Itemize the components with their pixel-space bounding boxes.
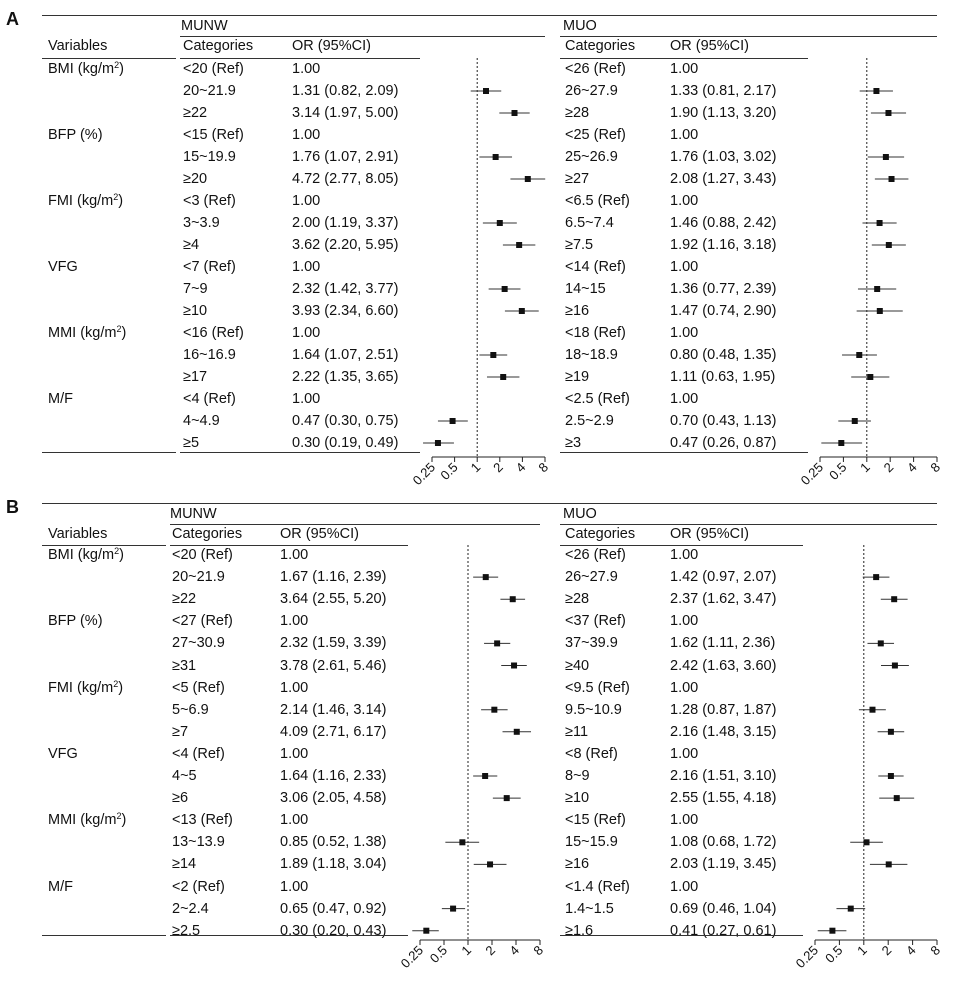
or-point [888,773,894,779]
x-tick-label: 0.5 [426,942,451,966]
or-point [867,374,873,380]
x-tick-label: 0.5 [822,942,846,966]
variable-label [48,192,123,210]
category-label: <15 (Ref) [183,127,244,143]
or-value: 1.00 [670,391,699,407]
or-value: 1.00 [280,878,309,895]
variable-name: BFP (%) [48,127,103,143]
category-label: ≥3 [565,435,582,451]
category-label: <2.5 (Ref) [565,391,630,407]
category-label: <14 (Ref) [565,259,626,275]
or-value: 1.36 (0.77, 2.39) [670,281,777,297]
or-point [877,308,883,314]
x-tick-label: 4 [903,459,920,476]
category-label: ≥31 [172,657,197,674]
variable-suffix: ) [119,547,124,563]
or-value: 0.30 (0.19, 0.49) [292,435,399,451]
category-label: ≥4 [183,237,200,253]
variable-label [48,390,73,408]
x-tick-label: 8 [927,459,944,476]
variable-suffix: ) [121,325,127,341]
group-header-rule [560,58,808,59]
category-label: 13~13.9 [172,834,225,851]
or-point [483,88,489,94]
category-label: 2.5~2.9 [565,413,614,429]
or-value: 1.31 (0.82, 2.09) [292,83,399,99]
variable-superscript: 2 [114,60,120,70]
or-point [500,374,506,380]
or-value: 0.47 (0.26, 0.87) [670,435,777,451]
or-value: 1.00 [670,613,699,630]
or-value: 1.00 [670,812,699,829]
variable-label [48,612,103,630]
x-tick-label: 0.5 [826,459,850,483]
category-label: ≥22 [172,591,197,608]
x-tick-label: 0.25 [397,942,427,972]
category-label: 14~15 [565,281,606,297]
or-value: 1.92 (1.16, 3.18) [670,237,777,253]
forest-plot-muo [790,56,957,497]
or-point [502,286,508,292]
col-header-categories: Categories [565,38,636,54]
or-value: 0.80 (0.48, 1.35) [670,347,777,363]
or-point [889,176,895,182]
variable-label [48,60,124,78]
x-tick-label: 2 [482,942,499,959]
variable-superscript: 2 [114,546,120,556]
category-label: 15~19.9 [183,149,236,165]
or-point [892,663,898,669]
category-label: <26 (Ref) [565,61,626,77]
or-value: 1.76 (1.03, 3.02) [670,149,777,165]
or-point [873,574,879,580]
or-point [490,352,496,358]
col-header-or: OR (95%CI) [670,38,749,54]
or-value: 2.22 (1.35, 3.65) [292,369,399,385]
or-value: 1.00 [670,679,699,696]
header-rule [42,58,176,59]
variable-label [48,811,126,829]
group-name: MUNW [181,18,228,34]
or-point [856,352,862,358]
or-point [516,242,522,248]
category-label: 20~21.9 [183,83,236,99]
col-header-or: OR (95%CI) [670,526,749,542]
group-bottom-rule [180,452,420,453]
variable-label [48,126,103,144]
col-header-variables: Variables [48,38,108,54]
group-top-rule [560,524,937,525]
x-tick-label: 4 [512,459,529,476]
or-point [891,596,897,602]
or-value: 1.42 (0.97, 2.07) [670,569,777,586]
variable-label [48,258,78,276]
category-label: <37 (Ref) [565,613,626,630]
or-value: 1.90 (1.13, 3.20) [670,105,777,121]
or-point [852,418,858,424]
category-label: <27 (Ref) [172,613,233,630]
or-value: 1.00 [670,878,699,895]
or-value: 4.09 (2.71, 6.17) [280,723,387,740]
or-value: 0.30 (0.20, 0.43) [280,922,387,939]
category-label: 26~27.9 [565,569,618,586]
or-value: 1.00 [670,745,699,762]
or-point [514,729,520,735]
col-header-or: OR (95%CI) [280,526,359,542]
category-label: ≥7.5 [565,237,594,253]
x-tick-label: 1 [857,459,873,476]
category-label: ≥7 [172,723,189,740]
or-value: 1.00 [670,325,699,341]
x-tick-label: 0.25 [792,942,822,972]
x-tick-label: 2 [878,942,895,959]
variable-name: M/F [48,878,73,895]
or-value: 0.65 (0.47, 0.92) [280,900,387,917]
or-value: 1.00 [292,259,321,275]
variable-suffix: ) [119,61,124,77]
variable-label [48,324,126,342]
group-header-rule [180,58,420,59]
col-header-categories: Categories [565,526,636,542]
or-point [483,574,489,580]
or-value: 1.00 [280,547,309,563]
x-tick-label: 0.25 [797,459,827,489]
category-label: <20 (Ref) [183,61,244,77]
or-value: 2.42 (1.63, 3.60) [670,657,777,674]
or-value: 1.11 (0.63, 1.95) [670,369,776,385]
or-point [848,906,854,912]
bottom-rule [42,935,166,936]
category-label: 5~6.9 [172,701,209,718]
or-point [482,773,488,779]
x-tick-label: 8 [530,942,547,959]
category-label: ≥5 [183,435,200,451]
or-value: 4.72 (2.77, 8.05) [292,171,399,187]
variable-label [48,679,123,697]
category-label: <4 (Ref) [183,391,236,407]
category-label: ≥14 [172,856,197,873]
variable-superscript: 2 [116,324,122,334]
or-value: 1.00 [292,61,321,77]
or-point [525,176,531,182]
or-value: 2.08 (1.27, 3.43) [670,171,777,187]
or-point [877,220,883,226]
or-value: 3.14 (1.97, 5.00) [292,105,399,121]
bottom-rule [42,452,176,453]
category-label: ≥17 [183,369,208,385]
or-value: 0.69 (0.46, 1.04) [670,900,777,917]
or-value: 2.32 (1.42, 3.77) [292,281,399,297]
variable-superscript: 2 [116,811,122,822]
category-label: ≥20 [183,171,208,187]
or-value: 3.64 (2.55, 5.20) [280,591,387,608]
or-value: 2.14 (1.46, 3.14) [280,701,387,718]
or-point [886,242,892,248]
x-tick-label: 1 [467,459,484,476]
variable-name: FMI (kg/m [48,679,114,696]
category-label: 25~26.9 [565,149,618,165]
category-label: <20 (Ref) [172,547,233,563]
category-label: ≥2.5 [172,922,201,939]
or-point [487,861,493,867]
or-value: 1.00 [670,61,699,77]
or-point [838,440,844,446]
top-rule [42,503,937,504]
category-label: 26~27.9 [565,83,618,99]
or-value: 1.00 [670,547,699,563]
or-point [885,110,891,116]
category-label: 37~39.9 [565,635,618,652]
or-value: 2.03 (1.19, 3.45) [670,856,777,873]
x-tick-label: 4 [506,942,523,959]
category-label: 20~21.9 [172,569,225,586]
category-label: ≥11 [565,723,589,740]
or-value: 1.00 [280,812,309,829]
category-label: 6.5~7.4 [565,215,614,231]
variable-suffix: ) [118,193,124,209]
or-point [512,110,518,116]
or-value: 3.06 (2.05, 4.58) [280,790,387,807]
variable-suffix: ) [121,812,127,829]
or-value: 1.64 (1.16, 2.33) [280,768,387,784]
group-top-rule [170,524,540,525]
or-value: 1.33 (0.81, 2.17) [670,83,777,99]
category-label: 3~3.9 [183,215,220,231]
category-label: <15 (Ref) [565,812,626,829]
or-value: 1.00 [670,127,699,143]
category-label: <6.5 (Ref) [565,193,630,209]
or-point [886,861,892,867]
category-label: 4~5 [172,768,197,784]
category-label: 9.5~10.9 [565,701,622,718]
col-header-variables: Variables [48,526,108,542]
or-point [511,663,517,669]
or-point [519,308,525,314]
category-label: <3 (Ref) [183,193,236,209]
or-point [878,640,884,646]
or-value: 1.64 (1.07, 2.51) [292,347,399,363]
or-value: 3.62 (2.20, 5.95) [292,237,399,253]
or-point [459,839,465,845]
variable-name: VFG [48,745,78,762]
or-point [874,286,880,292]
variable-label [48,878,73,896]
forest-plot-muo [785,543,957,980]
variable-superscript: 2 [113,192,119,202]
or-point [829,928,835,934]
x-tick-label: 4 [902,942,919,959]
or-value: 1.00 [670,259,699,275]
category-label: 27~30.9 [172,635,225,652]
category-label: ≥28 [565,105,590,121]
or-value: 3.93 (2.34, 6.60) [292,303,399,319]
panel-label: B [6,497,19,517]
or-value: 1.00 [292,325,321,341]
variable-label [48,745,78,763]
or-value: 0.70 (0.43, 1.13) [670,413,777,429]
or-value: 2.00 (1.19, 3.37) [292,215,399,231]
or-point [450,906,456,912]
category-label: <7 (Ref) [183,259,236,275]
variable-label [48,546,124,564]
category-label: ≥10 [183,303,208,319]
category-label: <1.4 (Ref) [565,878,630,895]
or-value: 1.67 (1.16, 2.39) [280,569,387,586]
variable-name: MMI (kg/m [48,325,117,341]
or-value: 1.89 (1.18, 3.04) [280,856,387,873]
or-value: 0.41 (0.27, 0.61) [670,922,777,939]
or-point [873,88,879,94]
category-label: <5 (Ref) [172,679,225,696]
or-value: 1.00 [292,391,321,407]
or-value: 1.00 [292,127,321,143]
x-tick-label: 8 [535,459,552,476]
variable-name: M/F [48,391,73,407]
or-point [435,440,441,446]
or-value: 1.00 [292,193,321,209]
category-label: ≥1.6 [565,922,594,939]
x-tick-label: 0.5 [437,459,461,483]
category-label: <16 (Ref) [183,325,244,341]
or-value: 0.47 (0.30, 0.75) [292,413,399,429]
or-value: 1.00 [280,613,309,630]
variable-superscript: 2 [113,678,119,689]
x-tick-label: 1 [458,942,475,959]
category-label: <2 (Ref) [172,878,225,895]
category-label: ≥27 [565,171,590,187]
category-label: 16~16.9 [183,347,236,363]
category-label: 4~4.9 [183,413,220,429]
group-bottom-rule [170,935,408,936]
or-value: 1.00 [280,679,309,696]
or-point [423,928,429,934]
x-tick-label: 0.25 [409,459,439,489]
category-label: <18 (Ref) [565,325,626,341]
category-label: 1.4~1.5 [565,900,614,917]
or-value: 1.62 (1.11, 2.36) [670,635,776,652]
or-point [510,596,516,602]
variable-name: BFP (%) [48,613,103,630]
or-point [497,220,503,226]
category-label: ≥10 [565,790,590,807]
variable-name: BMI (kg/m [48,547,115,563]
group-name: MUNW [170,506,217,522]
variable-name: VFG [48,259,78,275]
group-name: MUO [563,506,597,522]
category-label: 18~18.9 [565,347,618,363]
x-tick-label: 8 [927,942,944,959]
x-tick-label: 2 [490,459,506,476]
or-value: 1.46 (0.88, 2.42) [670,215,777,231]
category-label: <4 (Ref) [172,745,225,762]
or-value: 2.16 (1.51, 3.10) [670,768,777,784]
top-rule [42,15,937,16]
category-label: <8 (Ref) [565,745,618,762]
group-bottom-rule [560,935,803,936]
or-point [493,154,499,160]
category-label: ≥22 [183,105,208,121]
category-label: ≥16 [565,856,590,873]
or-point [883,154,889,160]
or-value: 3.78 (2.61, 5.46) [280,657,387,674]
or-point [450,418,456,424]
or-point [888,729,894,735]
category-label: <25 (Ref) [565,127,626,143]
category-label: 8~9 [565,768,590,784]
x-tick-label: 1 [854,942,870,959]
variable-name: FMI (kg/m [48,193,114,209]
category-label: ≥28 [565,591,590,608]
or-point [491,707,497,713]
forest-plot-munw [390,543,570,980]
category-label: ≥19 [565,369,590,385]
variable-name: BMI (kg/m [48,61,115,77]
forest-plot-munw [402,56,575,497]
col-header-categories: Categories [183,38,254,54]
variable-suffix: ) [118,679,124,696]
or-value: 2.16 (1.48, 3.15) [670,723,777,740]
or-point [894,795,900,801]
or-value: 0.85 (0.52, 1.38) [280,834,387,851]
category-label: ≥40 [565,657,590,674]
or-point [494,640,500,646]
or-value: 1.47 (0.74, 2.90) [670,303,777,319]
category-label: 7~9 [183,281,208,297]
or-value: 1.76 (1.07, 2.91) [292,149,399,165]
variable-name: MMI (kg/m [48,812,117,829]
or-value: 1.00 [280,745,309,762]
or-point [504,795,510,801]
x-tick-label: 2 [880,459,897,476]
category-label: <9.5 (Ref) [565,679,630,696]
group-bottom-rule [560,452,808,453]
col-header-or: OR (95%CI) [292,38,371,54]
category-label: 15~15.9 [565,834,618,851]
or-point [864,839,870,845]
or-value: 2.37 (1.62, 3.47) [670,591,777,608]
col-header-categories: Categories [172,526,243,542]
or-value: 1.28 (0.87, 1.87) [670,701,777,718]
panel-label: A [6,9,19,29]
category-label: <26 (Ref) [565,547,626,563]
category-label: 2~2.4 [172,900,209,917]
or-value: 1.08 (0.68, 1.72) [670,834,777,851]
or-point [869,707,875,713]
category-label: <13 (Ref) [172,812,233,829]
category-label: ≥6 [172,790,189,807]
group-name: MUO [563,18,597,34]
category-label: ≥16 [565,303,590,319]
or-value: 2.55 (1.55, 4.18) [670,790,777,807]
group-top-rule [560,36,937,37]
or-value: 2.32 (1.59, 3.39) [280,635,387,652]
or-value: 1.00 [670,193,699,209]
group-top-rule [180,36,545,37]
